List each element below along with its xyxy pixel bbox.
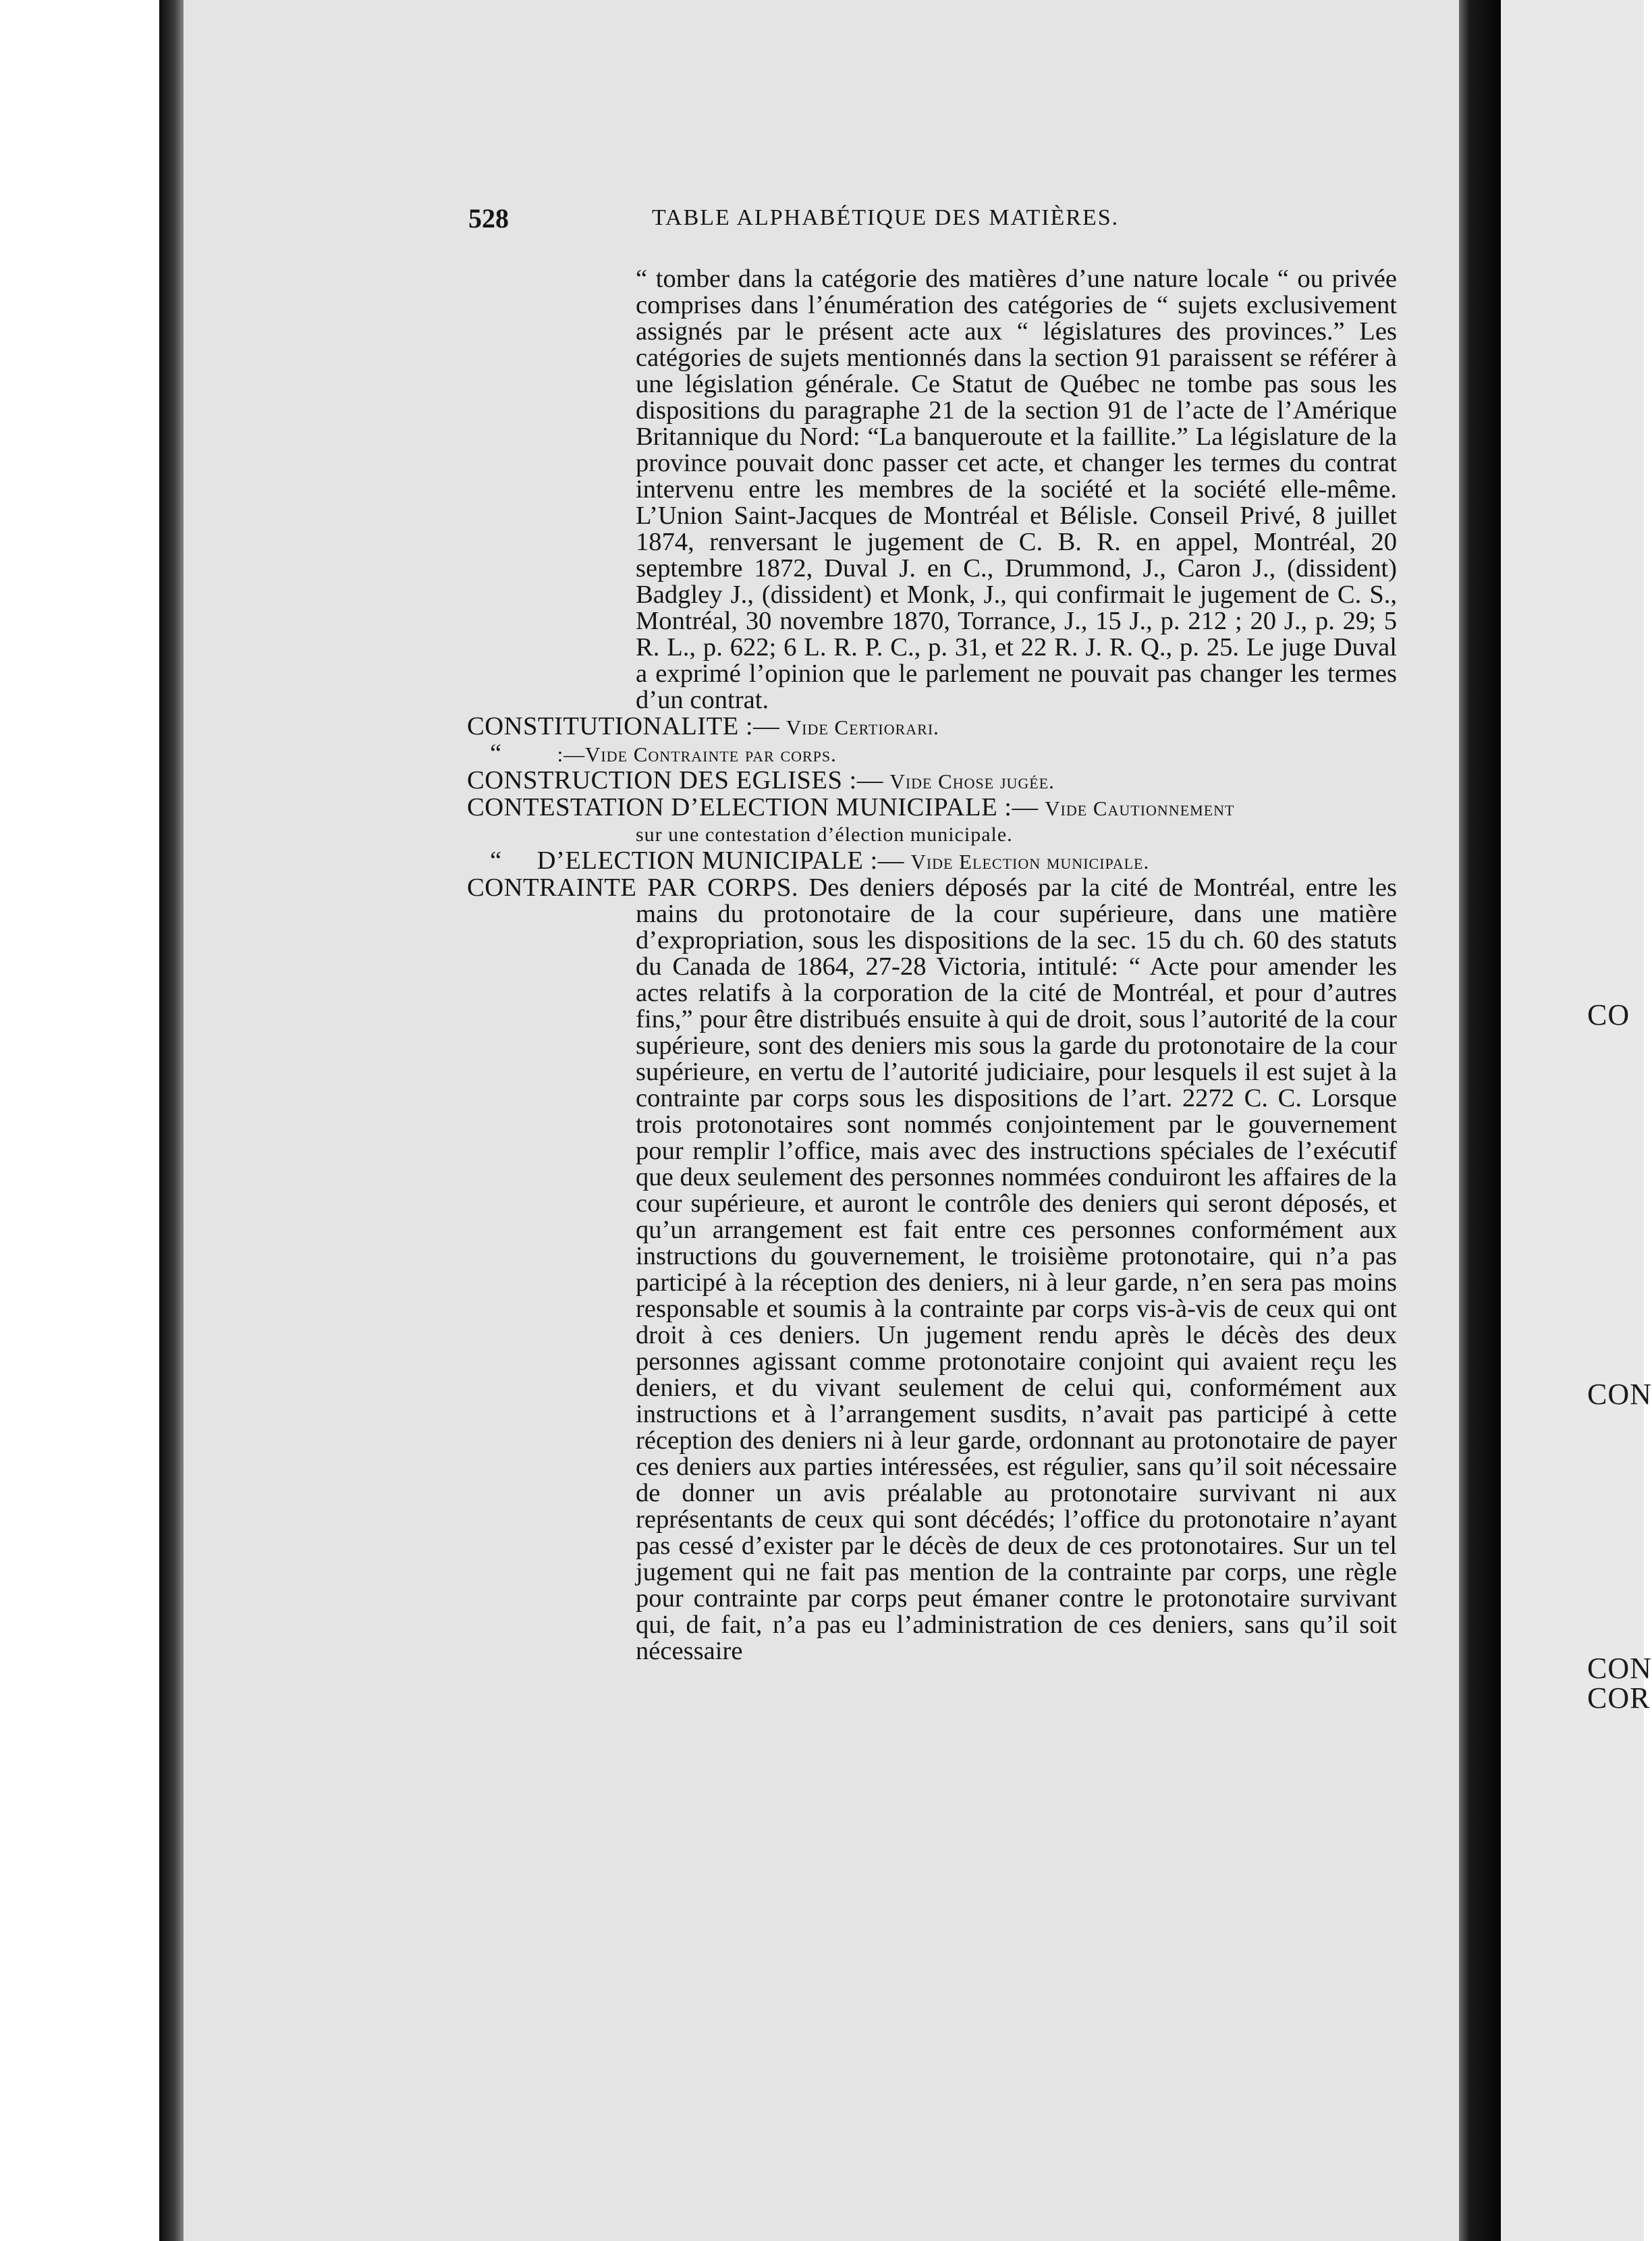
index-entry-construction xyxy=(467,767,1397,794)
entry-heading: CONTESTATION D’ELECTION MUNICIPALE :— xyxy=(467,793,1039,821)
entry-continuation: “ tomber dans la catégorie des matières d’une nature locale “ ou privée comprises dans l’énumération des catégories de “ sujets exclusivement assignés par le présent acte aux “ législatures des provinces.” Les catégories de sujets mentionnés dans la section 91 paraissent se référer à une législation générale. Ce Statut de Québec ne tombe pas sous les dispositions du paragraphe 21 de la section 91 de l’acte de l’Amérique Britannique du Nord: “La banqueroute et la faillite.” La législature de la province pouvait donc passer cet acte, et changer les termes du contrat intervenu entre les membres de la société et la société elle-même. L’Union Saint-Jacques de Montréal et Bélisle. Conseil Privé, 8 juillet 1874, renversant le jugement de C. B. R. en appel, Montréal, 20 septembre 1872, Duval J. en C., Drummond, J., Caron J., (dissident) Badgley J., (dissident) et Monk, J., qui confirmait le jugement de C. S., Montréal, 30 novembre 1870, Torrance, J., 15 J., p. 212 ; 20 J., p. 29; 5 R. L., p. 622; 6 L. R. P. C., p. 31, et 22 R. J. R. Q., p. 25. Le juge Duval a exprimé l’opinion que le parlement ne pouvait pas changer les termes d’un contrat. xyxy=(636,265,1397,714)
facing-page-fragment: CON xyxy=(1587,1652,1652,1685)
book-gutter-left xyxy=(159,0,186,2241)
cross-reference: Vide Certiorari. xyxy=(786,716,939,739)
facing-page-edge xyxy=(1501,0,1644,2241)
cross-reference: :—Vide Contrainte par corps. xyxy=(557,742,837,766)
index-subentry xyxy=(467,740,1397,767)
running-head xyxy=(468,202,1231,243)
entry-text: Des deniers déposés par la cité de Montréal, entre les mains du protonotaire de la cour supérieure, dans une matière d’expropriation, sous les dispositions de la sec. 15 du ch. 60 des statuts du Canada de 1864, 27-28 Victoria, intitulé: “ Acte pour amender les actes relatifs à la corporation de la cité de Montréal, et pour d’autres fins,” pour être distribués ensuite à qui de droit, sous l’autorité de la cour supérieure, sont des deniers mis sous la garde du protonotaire de la cour supérieure, en vertu de l’autorité judiciaire, pour lesquels il est sujet à la contrainte par corps sous les dispositions de l’art. 2272 C. C. Lorsque trois protonotaires sont nommés conjointement par le gouvernement pour remplir l’office, mais avec des instructions spéciales de l’exécutif que deux seulement des personnes nommées conduiront les affaires de la cour supérieure, et auront le contrôle des deniers qui seront déposés, et qu’un arrangement est fait entre ces personnes conformément aux instructions du gouvernement, le troisième protonotaire, qui n’a pas participé à la réception des deniers, ni à leur garde, n’en sera pas moins responsable et soumis à la contrainte par corps vis-à-vis de ceux qui ont droit à ces deniers. Un jugement rendu après le décès des deux personnes agissant comme protonotaire conjoint qui avaient reçu les deniers, et du vivant seulement de celui qui, conformément aux instructions et à l’arrangement susdits, n’avait pas participé à cette réception des deniers ni à leur garde, ordonnant au protonotaire de payer ces deniers aux parties intéressées, est régulier, sans qu’il soit nécessaire de donner un avis préalable au protonotaire survivant ni aux représentants de ceux qui sont décédés; l’office du protonotaire n’ayant pas cessé d’exister par le décès de deux de ces protonotaires. Sur un tel jugement qui ne fait pas mention de la contrainte par corps, une règle pour contrainte par corps peut émaner contre le protonotaire survivant qui, de fait, n’a pas eu l’administration de ces deniers, sans qu’il soit nécessaire xyxy=(636,873,1397,1665)
entry-heading: CONSTRUCTION DES EGLISES :— xyxy=(467,766,883,794)
entry-heading: CONTRAINTE PAR CORPS. xyxy=(467,873,798,902)
page-number: 528 xyxy=(468,203,509,234)
cross-reference-continuation: sur une contestation d’élection municipale. xyxy=(636,824,1013,846)
facing-page-fragment: CON xyxy=(1587,1378,1652,1411)
index-entry-contrainte xyxy=(467,875,1397,1665)
book-gutter-right xyxy=(1459,0,1501,2241)
ditto-mark: “ xyxy=(490,846,502,875)
entry-heading: D’ELECTION MUNICIPALE :— xyxy=(536,846,904,875)
cross-reference: Vide Chose jugée. xyxy=(889,770,1055,793)
index-column xyxy=(467,266,1397,1665)
cross-reference: Vide Election municipale. xyxy=(910,850,1150,873)
running-title: TABLE ALPHABÉTIQUE DES MATIÈRES. xyxy=(652,205,1120,230)
facing-page-fragment: COR xyxy=(1587,1681,1651,1714)
cross-reference: Vide Cautionnement xyxy=(1045,796,1235,820)
ditto-mark: “ xyxy=(490,739,502,767)
index-subentry xyxy=(467,848,1397,875)
facing-page-fragment: CO xyxy=(1587,998,1630,1031)
entry-heading: CONSTITUTIONALITE :— xyxy=(467,712,780,740)
index-entry-contestation xyxy=(467,794,1397,821)
index-entry-constitutionnalite xyxy=(467,713,1397,740)
